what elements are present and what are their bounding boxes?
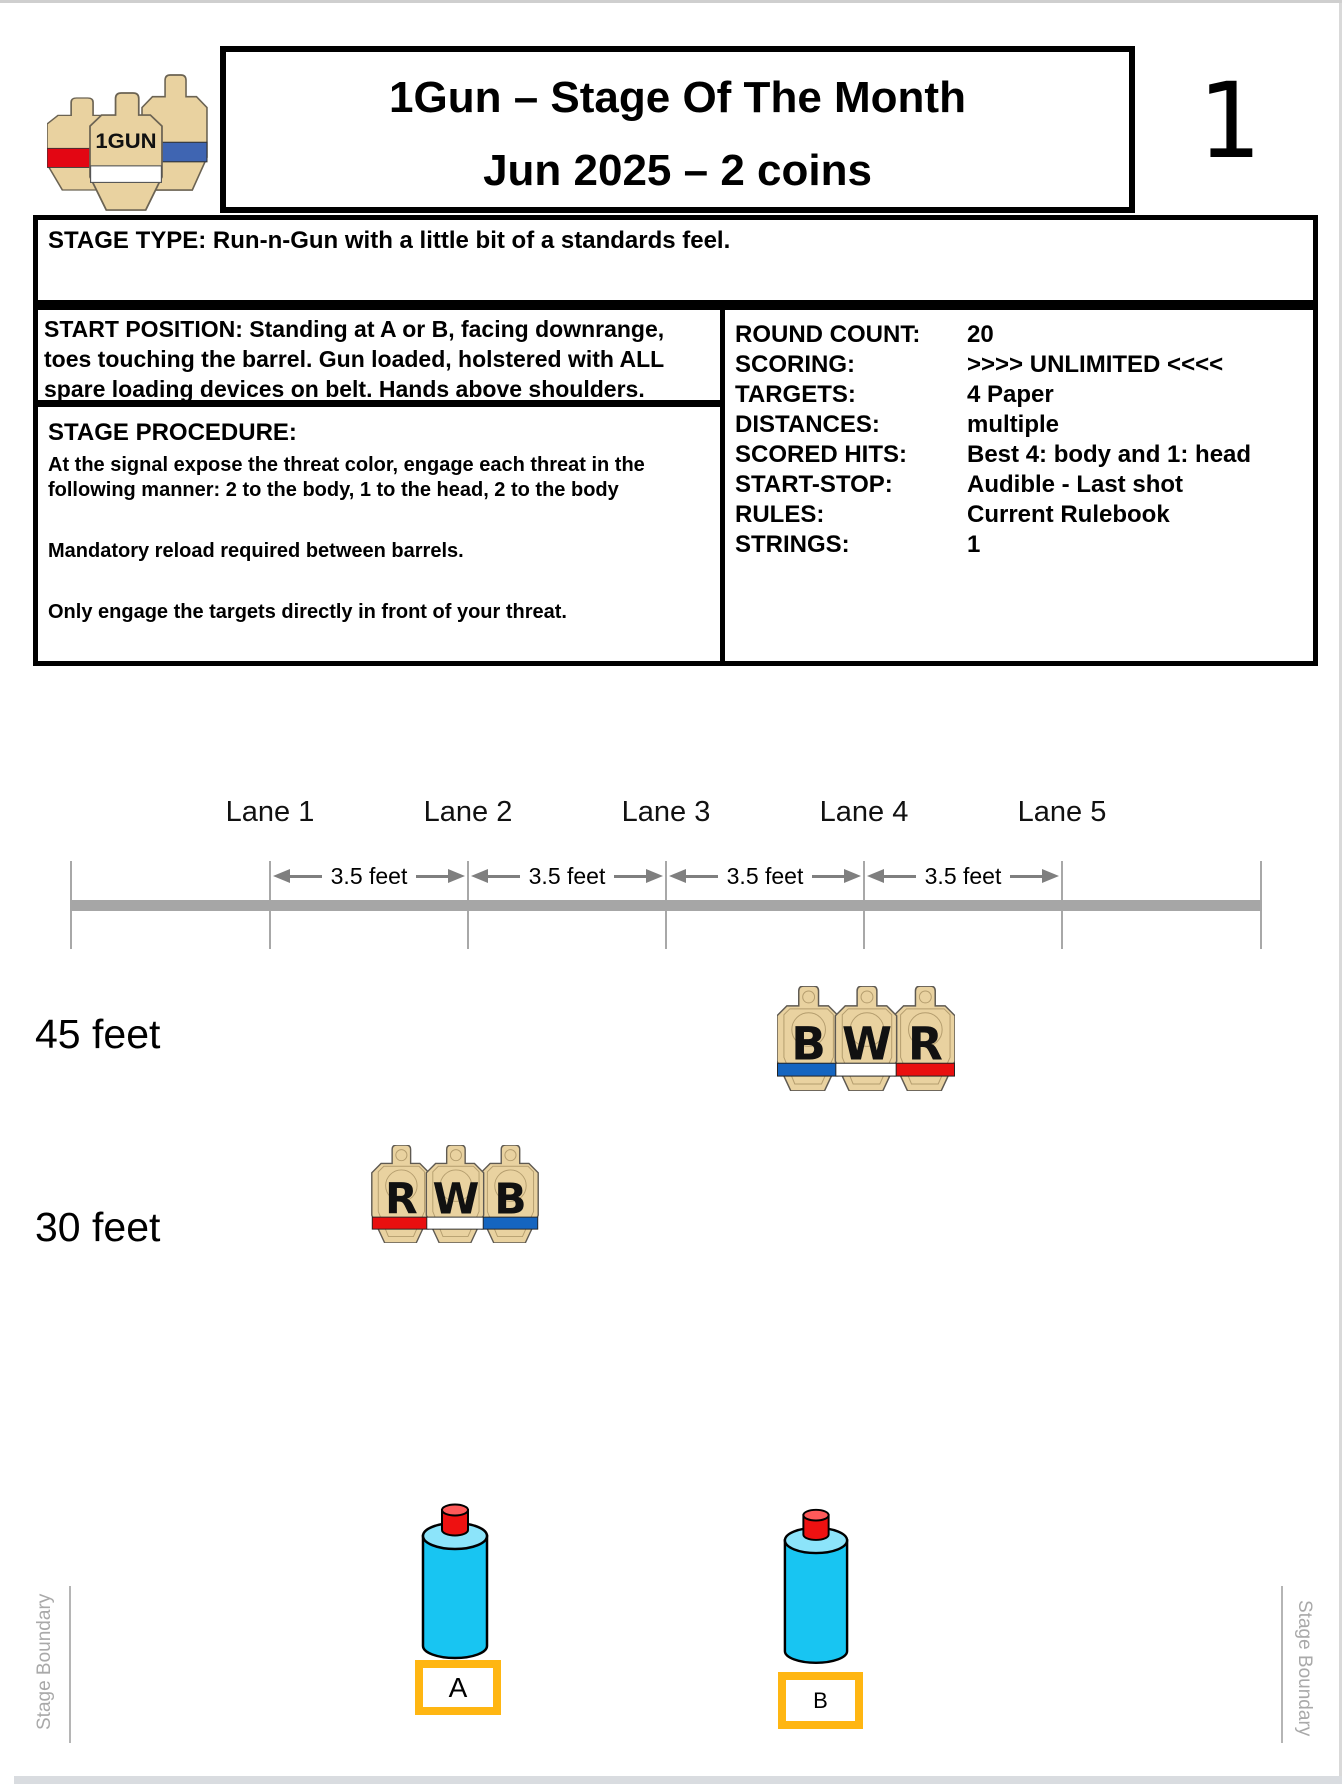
- lane-spacing-dimension: [273, 862, 465, 889]
- stage-type-text: Run-n-Gun with a little bit of a standards feel.: [212, 227, 731, 254]
- lane-3-label: Lane 3: [621, 796, 711, 828]
- arrow-right-icon: [844, 869, 861, 883]
- lane-2-label: Lane 2: [423, 796, 513, 828]
- position-a-letter: A: [448, 1671, 468, 1703]
- barrel-cap: [803, 1510, 828, 1521]
- arrow-left-icon: [867, 869, 884, 883]
- lane-4-label: Lane 4: [819, 796, 909, 828]
- stage-number: 1: [1196, 60, 1260, 182]
- distance-30-label: 30 feet: [35, 1204, 161, 1250]
- detail-value: 4 Paper: [967, 381, 1054, 408]
- target-group-bwr: [777, 986, 955, 1091]
- arrow-right-icon: [1042, 869, 1059, 883]
- detail-value: Audible - Last shot: [967, 471, 1183, 498]
- page-bottom-edge: [14, 1776, 1342, 1784]
- logo-text: 1GUN: [95, 129, 157, 154]
- lane-1-label: Lane 1: [225, 796, 315, 828]
- start-position-line: START POSITION: Standing at A or B, facing downrange,: [44, 316, 665, 342]
- detail-row: [735, 440, 1313, 470]
- target-letter: W: [841, 1017, 893, 1071]
- distance-45-label: 45 feet: [35, 1011, 161, 1057]
- target-letter: W: [432, 1175, 480, 1225]
- detail-value: 1: [967, 531, 981, 558]
- spacing-label: 3.5 feet: [726, 862, 804, 889]
- target-letter: B: [791, 1017, 826, 1071]
- target-r: [894, 986, 955, 1091]
- detail-label: RULES:: [735, 501, 825, 528]
- title-box: [220, 46, 1135, 213]
- arrow-right-icon: [448, 869, 465, 883]
- detail-value: Best 4: body and 1: head: [967, 441, 1252, 468]
- detail-row: [735, 350, 1313, 380]
- detail-row: [735, 470, 1313, 500]
- fault-line-bar: [70, 900, 1262, 911]
- detail-row: [735, 320, 1313, 350]
- target-b: [481, 1145, 538, 1243]
- stage-procedure-paragraph: Mandatory reload required between barrels.: [48, 540, 464, 562]
- stage-boundary-label-left: Stage Boundary: [34, 1593, 55, 1730]
- stage-procedure-paragraph: Only engage the targets directly in front of your threat.: [48, 601, 567, 623]
- detail-row: [735, 530, 1313, 560]
- position-b-letter: B: [813, 1687, 828, 1713]
- detail-row: [735, 410, 1313, 440]
- detail-label: ROUND COUNT:: [735, 321, 921, 348]
- detail-label: START-STOP:: [735, 471, 893, 498]
- stage-type-label: STAGE TYPE:: [48, 227, 207, 254]
- detail-label: STRINGS:: [735, 531, 850, 558]
- stage-procedure-box: [33, 402, 725, 666]
- detail-value: Current Rulebook: [967, 501, 1170, 528]
- spacing-label: 3.5 feet: [330, 862, 408, 889]
- target-letter: R: [907, 1017, 943, 1071]
- detail-value: multiple: [967, 411, 1060, 438]
- stage-boundary-line-right: [1281, 1586, 1283, 1743]
- start-position-line: spare loading devices on belt. Hands above shoulders.: [44, 376, 645, 402]
- stage-procedure-heading: STAGE PROCEDURE:: [48, 419, 297, 446]
- detail-row: [735, 380, 1313, 410]
- lane-spacing-dimension: [669, 862, 861, 889]
- arrow-left-icon: [273, 869, 290, 883]
- target-b: [777, 986, 838, 1091]
- barrel-b: [782, 1503, 850, 1675]
- stage-boundary-label-right: Stage Boundary: [1294, 1600, 1315, 1737]
- detail-value: >>>> UNLIMITED <<<<: [967, 351, 1224, 378]
- stage-details-box: [720, 305, 1318, 666]
- spacing-label: 3.5 feet: [528, 862, 606, 889]
- stage-boundary-line-left: [69, 1586, 71, 1743]
- detail-label: DISTANCES:: [735, 411, 880, 438]
- spacing-label: 3.5 feet: [924, 862, 1002, 889]
- arrow-left-icon: [669, 869, 686, 883]
- arrow-left-icon: [471, 869, 488, 883]
- position-b-label: [778, 1672, 863, 1729]
- barrel-cap: [442, 1505, 468, 1516]
- detail-label: TARGETS:: [735, 381, 856, 408]
- target-w: [835, 986, 896, 1091]
- detail-label: SCORED HITS:: [735, 441, 908, 468]
- detail-row: [735, 500, 1313, 530]
- stage-type-box: [33, 215, 1318, 305]
- detail-value: 20: [967, 321, 994, 348]
- target-letter: B: [494, 1175, 527, 1225]
- barrel-a: [420, 1500, 490, 1668]
- start-position-line: toes touching the barrel. Gun loaded, holstered with ALL: [44, 346, 665, 372]
- detail-label: SCORING:: [735, 351, 855, 378]
- lane-spacing-dimension: [471, 862, 663, 889]
- lane-5-label: Lane 5: [1017, 796, 1107, 828]
- page-subtitle: Jun 2025 – 2 coins: [483, 146, 872, 195]
- page-title: 1Gun – Stage Of The Month: [389, 73, 966, 122]
- target-r: [372, 1145, 429, 1243]
- target-w: [426, 1145, 483, 1243]
- target-letter: R: [385, 1175, 418, 1225]
- lane-spacing-dimension: [867, 862, 1059, 889]
- start-position-box: [33, 305, 725, 405]
- 1gun-logo: [47, 66, 210, 214]
- stage-procedure-paragraph: At the signal expose the threat color, engage each threat in the following manner: 2 to the body, 1 to the head, 2 to the body: [48, 454, 645, 501]
- arrow-right-icon: [646, 869, 663, 883]
- target-group-rwb: [367, 1145, 543, 1243]
- position-a-label: [415, 1660, 501, 1715]
